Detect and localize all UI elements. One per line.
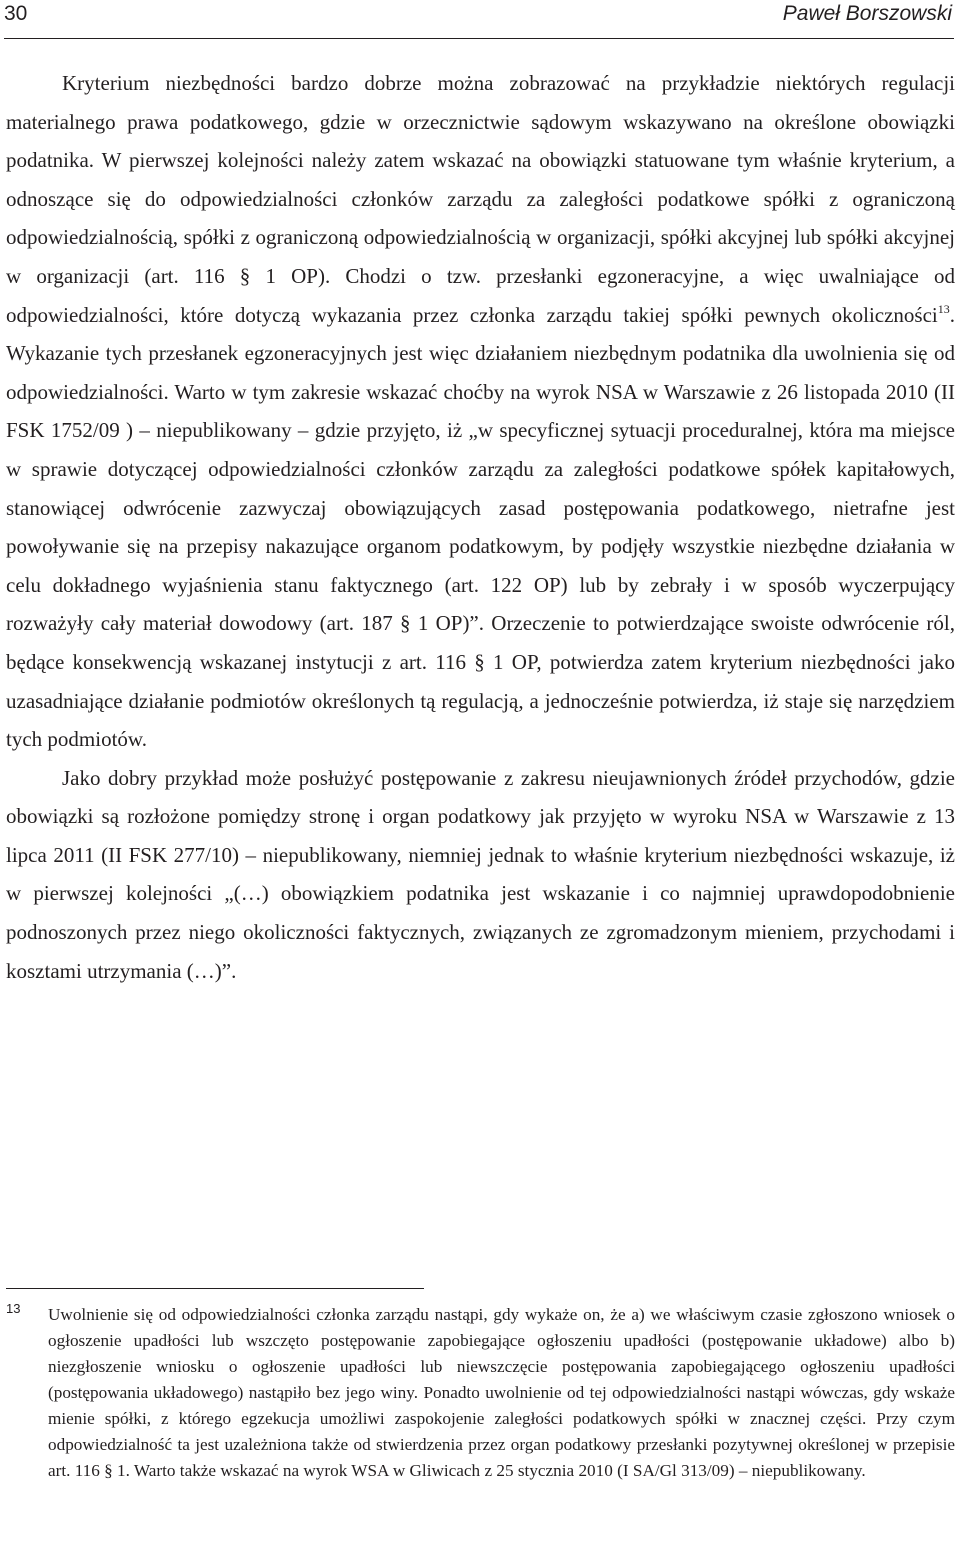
paragraph-text: Kryterium niezbędności bardzo dobrze można zobrazować na przykładzie niektórych regulacji materialnego prawa podatkowego, gdzie w orzecznictwie sądowym wskazywano na określone obowiązki podatnika. W pierwszej kolejności należy zatem wskazać na obowiązki statuowane tym właśnie kryterium, a odnoszące się do odpowiedzialności członków zarządu za zaległości podatkowe spółki z ograniczoną odpowiedzialnością, spółki z ograniczoną odpowiedzialnością w organizacji, spółki akcyjnej lub spółki akcyjnej w organizacji (art. 116 § 1 OP). Chodzi o tzw. przesłanki egzoneracyjne, a więc uwalniające od odpowiedzialności, które dotyczą wykazania przez członka zarządu takiej spółki pewnych okoliczności <box>6 71 955 327</box>
running-header <box>4 0 954 39</box>
footnote-reference[interactable]: 13 <box>937 301 950 316</box>
running-head-author: Paweł Borszowski <box>782 2 952 25</box>
main-text <box>6 64 955 990</box>
paragraph-text: . Wykazanie tych przesłanek egzoneracyjnych jest więc działaniem niezbędnym podatnika dla uwolnienia się od odpowiedzialności. Warto w tym zakresie wskazać choćby na wyrok NSA w Warszawie z 26 listopada 2010 (II FSK 1752/09 ) – niepublikowany – gdzie przyjęto, iż „w specyficznej sytuacji proceduralnej, która ma miejsce w sprawie dotyczącej odpowiedzialności członków zarządu za zaległości podatkowe spółek kapitałowych, stanowiącej odwrócenie zazwyczaj obowiązujących zasad postępowania podatkowego, nietrafne jest powoływanie się na przepisy nakazujące organom podatkowym, by podjęły wszystkie niezbędne działania w celu dokładnego wyjaśnienia stanu faktycznego (art. 122 OP) lub by zebrały i w sposób wyczerpujący rozważyły cały materiał dowodowy (art. 187 § 1 OP)”. Orzeczenie to potwierdzające swoiste odwrócenie ról, będące konsekwencją wskazanej instytucji z art. 116 § 1 OP, potwierdza zatem kryterium niezbędności jako uzasadniające działanie podmiotów określonych tą regulacją, a jednocześnie potwierdza, iż staje się narzędziem tych podmiotów. <box>6 302 955 752</box>
footnote-separator <box>6 1288 424 1289</box>
page-number: 30 <box>4 2 28 25</box>
footnote-text: Uwolnienie się od odpowiedzialności członka zarządu nastąpi, gdy wykaże on, że a) we właściwym czasie zgłoszono wniosek o ogłoszenie upadłości lub wszczęto postępowanie zapobiegające ogłoszeniu upadłości (postępowanie układowe) albo b) niezgłoszenie wniosku o ogłoszenie upadłości lub niewszczęcie postępowania zapobiegającego ogłoszeniu upadłości (postępowania układowego) nastąpiło bez jego winy. Ponadto uwolnienie od tej odpowiedzialności nastąpi wówczas, gdy wskaże mienie spółki, z którego egzekucja umożliwi zaspokojenie zaległości podatkowych spółki w znacznej części. Przy czym odpowiedzialność ta jest uzależniona także od stwierdzenia przez organ podatkowy przesłanki pozytywnej określonej w przepisie art. 116 § 1. Warto także wskazać na wyrok WSA w Gliwicach z 25 stycznia 2010 (I SA/Gl 313/09) – niepublikowany. <box>48 1305 955 1480</box>
paragraph <box>6 64 955 759</box>
footnote-number: 13 <box>6 1301 21 1316</box>
paragraph: Jako dobry przykład może posłużyć postępowanie z zakresu nieujawnionych źródeł przychodów, gdzie obowiązki są rozłożone pomiędzy stronę i organ podatkowy jak przyjęto w wyroku NSA w Warszawie z 13 lipca 2011 (II FSK 277/10) – niepublikowany, niemniej jednak to właśnie kryterium niezbędności wskazuje, iż w pierwszej kolejności „(…) obowiązkiem podatnika jest wskazanie i co najmniej uprawdopodobnienie podnoszonych przez niego okoliczności faktycznych, związanych ze zgromadzonym mieniem, przychodami i kosztami utrzymania (…)”. <box>6 765 955 983</box>
footnote <box>6 1302 955 1484</box>
